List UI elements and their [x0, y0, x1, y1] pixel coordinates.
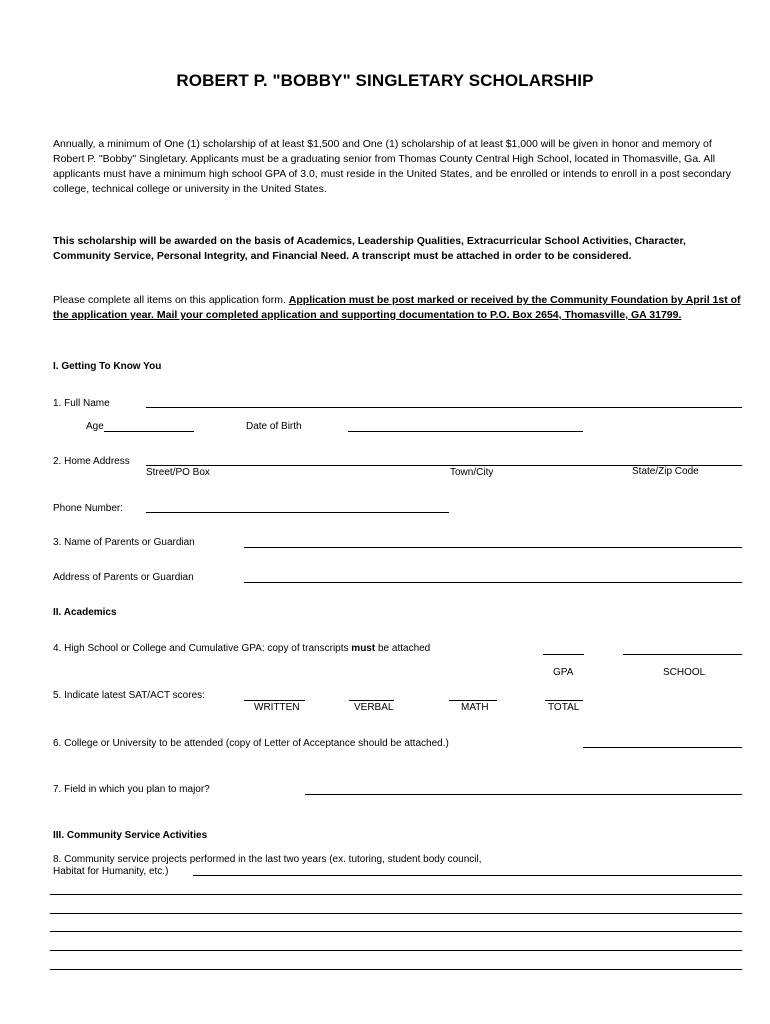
college-label: 6. College or University to be attended (copy of Letter of Acceptance should be attached.): [53, 738, 449, 749]
state-zip-label: State/Zip Code: [632, 466, 699, 477]
major-field[interactable]: [307, 781, 739, 793]
math-score-field[interactable]: [450, 687, 496, 699]
dob-line: [348, 431, 583, 432]
full-name-line: [146, 407, 742, 408]
section-community-service: III. Community Service Activities: [53, 830, 208, 841]
sat-label: 5. Indicate latest SAT/ACT scores:: [53, 690, 205, 701]
math-line: [449, 700, 497, 701]
age-label: Age: [86, 421, 104, 432]
community-service-field-3[interactable]: [52, 900, 740, 912]
parents-address-label: Address of Parents or Guardian: [53, 572, 194, 583]
gpa-question-suffix: be attached: [375, 643, 431, 654]
gpa-question-emphasis: must: [351, 643, 376, 654]
community-service-label-line1: 8. Community service projects performed in the last two years (ex. tutoring, student body council,: [53, 854, 482, 865]
selection-basis-paragraph: This scholarship will be awarded on the basis of Academics, Leadership Qualities, Extracurricular School Activities, Character, Community Service, Personal Integrity, and Financial Need. A transcript must be attached in order to be considered.: [53, 235, 686, 262]
phone-line: [146, 512, 449, 513]
section-getting-to-know-you: I. Getting To Know You: [53, 361, 162, 372]
dob-field[interactable]: [350, 418, 580, 430]
major-line: [305, 794, 742, 795]
gpa-line: [543, 654, 584, 655]
written-score-field[interactable]: [246, 687, 303, 699]
instructions-paragraph: [53, 293, 741, 323]
age-line: [104, 431, 194, 432]
total-score-field[interactable]: [546, 687, 582, 699]
form-title: ROBERT P. "BOBBY" SINGLETARY SCHOLARSHIP: [176, 71, 594, 90]
intro-paragraph: Annually, a minimum of One (1) scholarship of at least $1,500 and One (1) scholarship of at least $1,000 will be given in honor and memory of Robert P. "Bobby" Singletary. Applicants must be a graduating senior from Thomas County Central High School, located in Thomasville, Ga. All applicants must have a minimum high school GPA of 3.0, must reside in the United States, and be enrolled or intends to enroll in a post secondary college, technical college or university in the United States.: [53, 138, 732, 195]
total-line: [545, 700, 583, 701]
community-service-line-2: [50, 894, 742, 895]
community-service-line-1: [193, 875, 742, 876]
school-caption: SCHOOL: [663, 667, 706, 678]
section-academics: II. Academics: [53, 607, 117, 618]
verbal-score-field[interactable]: [350, 687, 393, 699]
dob-label: Date of Birth: [246, 421, 302, 432]
written-caption: WRITTEN: [254, 702, 300, 713]
school-line: [623, 654, 742, 655]
full-name-field[interactable]: [148, 394, 738, 406]
written-line: [244, 700, 305, 701]
phone-label: Phone Number:: [53, 503, 124, 514]
major-label: 7. Field in which you plan to major?: [53, 784, 210, 795]
gpa-caption: GPA: [553, 667, 574, 678]
parents-label: 3. Name of Parents or Guardian: [53, 537, 195, 548]
verbal-line: [349, 700, 394, 701]
college-field[interactable]: [585, 734, 740, 746]
verbal-caption: VERBAL: [354, 702, 394, 713]
age-field[interactable]: [106, 418, 192, 430]
community-service-line-4: [50, 931, 742, 932]
parents-address-line: [244, 582, 742, 583]
town-label: Town/City: [450, 467, 494, 478]
full-name-label: 1. Full Name: [53, 398, 110, 409]
total-caption: TOTAL: [548, 702, 580, 713]
math-caption: MATH: [461, 702, 489, 713]
gpa-field[interactable]: [544, 641, 583, 653]
home-address-field[interactable]: [148, 452, 738, 464]
home-address-label: 2. Home Address: [53, 456, 130, 467]
parents-field[interactable]: [246, 534, 738, 546]
parents-address-field[interactable]: [246, 569, 738, 581]
community-service-line-3: [50, 913, 742, 914]
community-service-line-6: [50, 969, 742, 970]
street-label: Street/PO Box: [146, 467, 210, 478]
instructions-text: Please complete all items on this application form.: [53, 294, 289, 306]
gpa-question: [53, 643, 430, 654]
community-service-field-2[interactable]: [52, 881, 740, 893]
community-service-field-5[interactable]: [52, 937, 740, 949]
gpa-question-text: 4. High School or College and Cumulative GPA: copy of transcripts: [53, 643, 352, 654]
parents-line: [244, 547, 742, 548]
college-line: [583, 747, 742, 748]
community-service-field-6[interactable]: [52, 956, 740, 968]
deadline-text: Application must be post marked or received by the Community Foundation by April 1st of the application year. Mail your completed application and supporting documentation to P.O. Box 2654, Thomasville, GA 31799.: [53, 294, 741, 321]
community-service-field-4[interactable]: [52, 918, 740, 930]
phone-field[interactable]: [148, 499, 446, 511]
community-service-line-5: [50, 950, 742, 951]
community-service-field-1[interactable]: [195, 862, 739, 874]
community-service-label-line2: Habitat for Humanity, etc.): [53, 866, 169, 877]
school-field[interactable]: [625, 641, 740, 653]
